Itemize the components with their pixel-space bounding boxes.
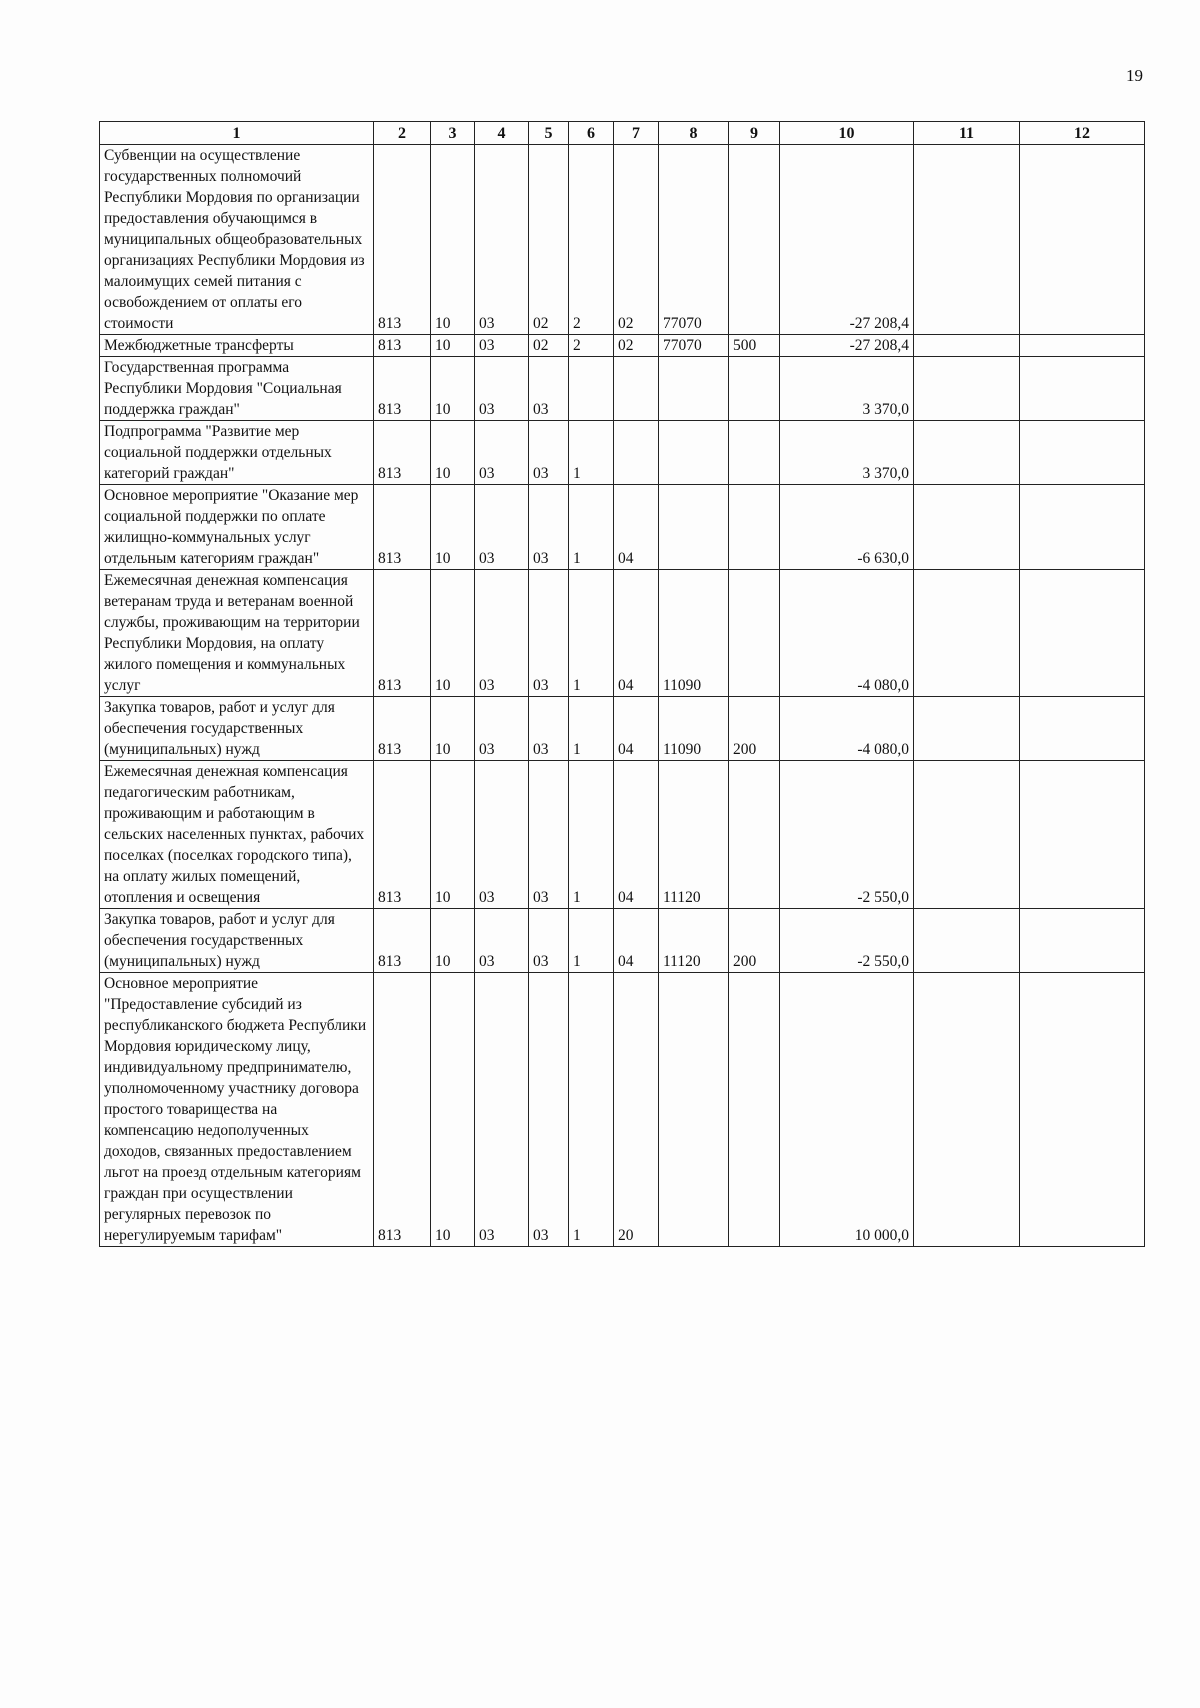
code-cell: 04 <box>614 697 659 761</box>
code-cell: 77070 <box>659 335 729 357</box>
code-cell <box>1020 357 1145 421</box>
code-cell: 11120 <box>659 761 729 909</box>
code-cell: 10 <box>431 761 475 909</box>
code-cell: 03 <box>475 973 529 1247</box>
page-number: 19 <box>1126 66 1143 85</box>
code-cell <box>614 357 659 421</box>
code-cell: 03 <box>529 909 569 973</box>
row-description: Ежемесячная денежная компенсация ветеранам труда и ветеранам военной службы, проживающим на территории Республики Мордовия, на оплату жилого помещения и коммунальных услуг <box>100 570 374 697</box>
code-cell <box>729 357 780 421</box>
code-cell: 04 <box>614 909 659 973</box>
code-cell: 1 <box>569 909 614 973</box>
table-row <box>100 570 1145 697</box>
table-row <box>100 145 1145 335</box>
code-cell: 03 <box>475 570 529 697</box>
code-cell: 02 <box>529 145 569 335</box>
row-description: Основное мероприятие "Оказание мер социальной поддержки по оплате жилищно-коммунальных услуг отдельным категориям граждан" <box>100 485 374 570</box>
amount-cell: -4 080,0 <box>780 697 914 761</box>
code-cell <box>914 357 1020 421</box>
code-cell: 10 <box>431 357 475 421</box>
code-cell: 77070 <box>659 145 729 335</box>
row-description: Подпрограмма "Развитие мер социальной поддержки отдельных категорий граждан" <box>100 421 374 485</box>
column-header-3: 3 <box>431 122 475 145</box>
table-row <box>100 973 1145 1247</box>
amount-cell: 3 370,0 <box>780 421 914 485</box>
code-cell <box>569 357 614 421</box>
code-cell: 11090 <box>659 570 729 697</box>
code-cell: 03 <box>529 973 569 1247</box>
code-cell: 813 <box>374 335 431 357</box>
code-cell: 813 <box>374 909 431 973</box>
table-row <box>100 357 1145 421</box>
code-cell: 03 <box>475 357 529 421</box>
code-cell: 1 <box>569 485 614 570</box>
code-cell <box>729 973 780 1247</box>
code-cell: 03 <box>475 421 529 485</box>
column-header-6: 6 <box>569 122 614 145</box>
table-row <box>100 697 1145 761</box>
code-cell <box>1020 570 1145 697</box>
code-cell: 813 <box>374 570 431 697</box>
code-cell <box>1020 421 1145 485</box>
code-cell: 200 <box>729 697 780 761</box>
code-cell <box>914 909 1020 973</box>
code-cell: 500 <box>729 335 780 357</box>
code-cell <box>914 145 1020 335</box>
table-row <box>100 335 1145 357</box>
code-cell: 1 <box>569 973 614 1247</box>
code-cell: 03 <box>475 909 529 973</box>
code-cell: 813 <box>374 485 431 570</box>
code-cell: 03 <box>529 421 569 485</box>
table-row <box>100 421 1145 485</box>
column-header-9: 9 <box>729 122 780 145</box>
code-cell <box>729 570 780 697</box>
code-cell: 02 <box>614 335 659 357</box>
code-cell: 10 <box>431 485 475 570</box>
column-header-7: 7 <box>614 122 659 145</box>
code-cell: 10 <box>431 421 475 485</box>
code-cell <box>914 697 1020 761</box>
amount-cell: -4 080,0 <box>780 570 914 697</box>
code-cell: 813 <box>374 145 431 335</box>
amount-cell: -2 550,0 <box>780 761 914 909</box>
code-cell: 813 <box>374 761 431 909</box>
code-cell: 04 <box>614 570 659 697</box>
code-cell <box>1020 335 1145 357</box>
code-cell <box>659 357 729 421</box>
code-cell <box>1020 973 1145 1247</box>
row-description: Государственная программа Республики Мордовия "Социальная поддержка граждан" <box>100 357 374 421</box>
code-cell: 2 <box>569 145 614 335</box>
code-cell <box>659 973 729 1247</box>
code-cell <box>659 421 729 485</box>
row-description: Закупка товаров, работ и услуг для обеспечения государственных (муниципальных) нужд <box>100 909 374 973</box>
amount-cell: -27 208,4 <box>780 145 914 335</box>
code-cell: 1 <box>569 421 614 485</box>
table-body <box>100 145 1145 1247</box>
code-cell <box>914 335 1020 357</box>
code-cell <box>1020 909 1145 973</box>
code-cell <box>1020 697 1145 761</box>
code-cell: 813 <box>374 357 431 421</box>
code-cell: 03 <box>475 761 529 909</box>
code-cell <box>914 421 1020 485</box>
code-cell <box>659 485 729 570</box>
amount-cell: 3 370,0 <box>780 357 914 421</box>
code-cell <box>729 145 780 335</box>
code-cell: 03 <box>475 335 529 357</box>
code-cell: 03 <box>529 570 569 697</box>
code-cell <box>729 485 780 570</box>
code-cell <box>914 570 1020 697</box>
code-cell <box>1020 761 1145 909</box>
row-description: Закупка товаров, работ и услуг для обеспечения государственных (муниципальных) нужд <box>100 697 374 761</box>
column-header-12: 12 <box>1020 122 1145 145</box>
code-cell: 813 <box>374 697 431 761</box>
column-header-8: 8 <box>659 122 729 145</box>
code-cell: 10 <box>431 570 475 697</box>
column-header-11: 11 <box>914 122 1020 145</box>
code-cell: 813 <box>374 421 431 485</box>
budget-table <box>99 121 1145 1247</box>
code-cell: 04 <box>614 485 659 570</box>
code-cell: 03 <box>529 761 569 909</box>
table-row <box>100 761 1145 909</box>
code-cell: 1 <box>569 697 614 761</box>
code-cell: 813 <box>374 973 431 1247</box>
code-cell: 11090 <box>659 697 729 761</box>
column-header-5: 5 <box>529 122 569 145</box>
code-cell: 03 <box>529 485 569 570</box>
table-header-row <box>100 122 1145 145</box>
amount-cell: -27 208,4 <box>780 335 914 357</box>
amount-cell: -6 630,0 <box>780 485 914 570</box>
code-cell <box>914 761 1020 909</box>
amount-cell: -2 550,0 <box>780 909 914 973</box>
column-header-10: 10 <box>780 122 914 145</box>
code-cell: 10 <box>431 973 475 1247</box>
code-cell: 1 <box>569 761 614 909</box>
code-cell: 200 <box>729 909 780 973</box>
code-cell: 10 <box>431 145 475 335</box>
row-description: Ежемесячная денежная компенсация педагогическим работникам, проживающим и работающим в сельских населенных пунктах, рабочих поселках (поселках городского типа), на оплату жилых помещений, отопления и освещения <box>100 761 374 909</box>
code-cell: 11120 <box>659 909 729 973</box>
code-cell: 10 <box>431 335 475 357</box>
table-row <box>100 909 1145 973</box>
column-header-1: 1 <box>100 122 374 145</box>
code-cell: 10 <box>431 697 475 761</box>
code-cell: 20 <box>614 973 659 1247</box>
code-cell <box>1020 145 1145 335</box>
code-cell: 1 <box>569 570 614 697</box>
code-cell: 10 <box>431 909 475 973</box>
column-header-4: 4 <box>475 122 529 145</box>
code-cell: 03 <box>529 357 569 421</box>
amount-cell: 10 000,0 <box>780 973 914 1247</box>
row-description: Субвенции на осуществление государственных полномочий Республики Мордовия по организации предоставления обучающимся в муниципальных общеобразовательных организациях Республики Мордовия из малоимущих семей питания с освобождением от оплаты его стоимости <box>100 145 374 335</box>
code-cell <box>614 421 659 485</box>
code-cell: 03 <box>475 145 529 335</box>
code-cell: 03 <box>475 485 529 570</box>
row-description: Межбюджетные трансферты <box>100 335 374 357</box>
row-description: Основное мероприятие "Предоставление субсидий из республиканского бюджета Республики Мордовия юридическому лицу, индивидуальному предпринимателю, уполномоченному участнику договора простого товарищества на компенсацию недополученных доходов, связанных предоставлением льгот на проезд отдельным категориям граждан при осуществлении регулярных перевозок по нерегулируемым тарифам" <box>100 973 374 1247</box>
code-cell <box>729 421 780 485</box>
code-cell: 03 <box>475 697 529 761</box>
column-header-2: 2 <box>374 122 431 145</box>
code-cell: 2 <box>569 335 614 357</box>
code-cell <box>729 761 780 909</box>
code-cell: 02 <box>529 335 569 357</box>
code-cell: 04 <box>614 761 659 909</box>
code-cell: 02 <box>614 145 659 335</box>
code-cell <box>914 973 1020 1247</box>
code-cell <box>1020 485 1145 570</box>
code-cell: 03 <box>529 697 569 761</box>
table-row <box>100 485 1145 570</box>
code-cell <box>914 485 1020 570</box>
